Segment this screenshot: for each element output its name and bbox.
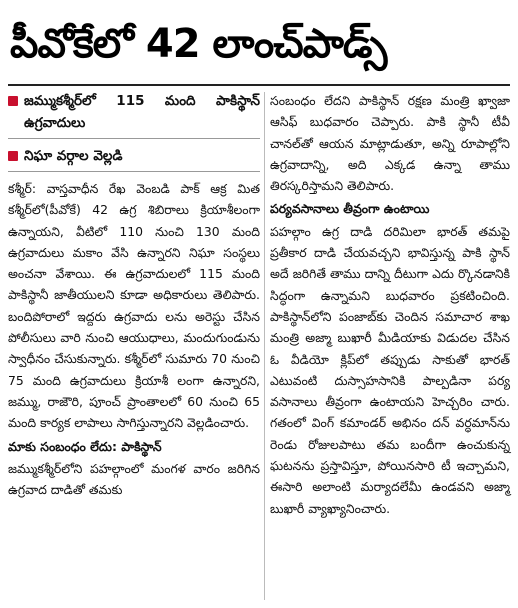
headline-rule (8, 84, 510, 86)
bullet-text: జమ్ముకశ్మీర్‌లో 115 మంది పాకిస్థాన్ ఉగ్రవాదులు (24, 93, 260, 131)
right-subheading: పర్యవసానాలు తీవ్రంగా ఉంటాయి (270, 201, 430, 217)
summary-bullets (8, 90, 260, 172)
bullet-text: నిఘా వర్గాల వెల్లడి (24, 148, 123, 164)
left-column (8, 90, 260, 502)
column-divider (264, 92, 265, 600)
left-paragraph-1: కశ్మీర్: వాస్తవాధీన రేఖ వెంబడి పాక్ ఆక్ర మిత కశ్మీర్‌లో(పీవోకే) 42 ఉగ్ర శిబిరాలు క్రియాశీలంగా ఉన్నాయని, వీటిలో 110 నుంచి 130 మంది ఉగ్రవాదులు మకాం వేసి ఉన్నారని నిఘా సంస్థలు అంచనా వేశాయి. ఈ ఉగ్రవాదులలో 115 మంది పాకిస్థానీ జాతీయులని కూడా అధికారులు తెలిపారు. బందిపోరాలో ఇద్దరు ఉగ్రవాదు లను అరెస్టు చేసిన పోలీసులు వారి నుంచి ఆయుధాలు, మందుగుండును స్వాధీనం చేసుకున్నారు. కశ్మీర్‌లో సుమారు 70 నుంచి 75 మంది ఉగ్రవాదులు క్రియాశీ లంగా ఉన్నారని, జమ్ము, రాజౌరి, పూంచ్ ప్రాంతాలలో 60 నుంచి 65 మంది కార్యక లాపాలు సాగిస్తున్నారని వెల్లడించారు. (8, 181, 260, 431)
left-paragraph-2: జమ్ముకశ్మీర్‌లోని పహల్గాంలో మంగళ వారం జరిగిన ఉగ్రవాద దాడితో తమకు (8, 460, 260, 498)
bullet-divider (8, 138, 260, 139)
right-paragraph-2: పహల్గాం ఉగ్ర దాడి దరిమిలా భారత్ తమపై ప్రతీకార దాడి చేయవచ్చని భావిస్తున్న పాకి స్థాన్ అదే జరిగితే తాము దాన్ని దీటుగా ఎదు ర్కొనడానికి సిద్ధంగా ఉన్నామని బుధవారం ప్రకటించింది. పాకిస్థాన్‌లోని పంజాబ్‌కు చెందిన సమాచార శాఖ మంత్రి అజ్మా బుఖారీ మీడియాకు విడుదల చేసిన ఓ వీడియో క్లిప్‌లో తప్పుడు సాకుతో భారత్ ఎటువంటి దుస్సాహసానికి పాల్పడినా పర్య వసానాలు తీవ్రంగా ఉంటాయని హెచ్చరిం చారు. గతంలో వింగ్ కమాండర్ అభినం దన్ వర్ధమాన్‌ను రెండు రోజులపాటు తమ బందీగా ఉంచుకున్న ఘటనను ప్రస్తావిస్తూ, పోయినసారి టీ ఇచ్చామని, ఈసారి అలాంటి మర్యాదలేమీ ఉండవని అజ్మా బుఖారీ వ్యాఖ్యానించారు. (270, 223, 510, 516)
left-subheading: మాకు సంబంధం లేదు: పాకిస్థాన్ (8, 438, 162, 454)
headline: పీవోకేలో 42 లాంచ్‌పాడ్స్ (10, 21, 387, 67)
bullet-item (8, 145, 260, 167)
right-paragraph-1: సంబంధం లేదని పాకిస్థాన్ రక్షణ మంత్రి ఖ్వాజా ఆసిఫ్ బుధవారం చెప్పారు. పాకి స్థానీ టీవీ చానల్‌తో ఆయన మాట్లాడుతూ, అన్ని రూపాల్లోని ఉగ్రవాదాన్ని, అది ఎక్కడ ఉన్నా తాము తిరస్కరిస్తామని తెలిపారు. (270, 93, 510, 194)
bullet-divider (8, 171, 260, 172)
right-column (270, 90, 510, 521)
bullet-square-icon (8, 151, 18, 161)
bullet-item (8, 90, 260, 134)
bullet-square-icon (8, 96, 18, 106)
